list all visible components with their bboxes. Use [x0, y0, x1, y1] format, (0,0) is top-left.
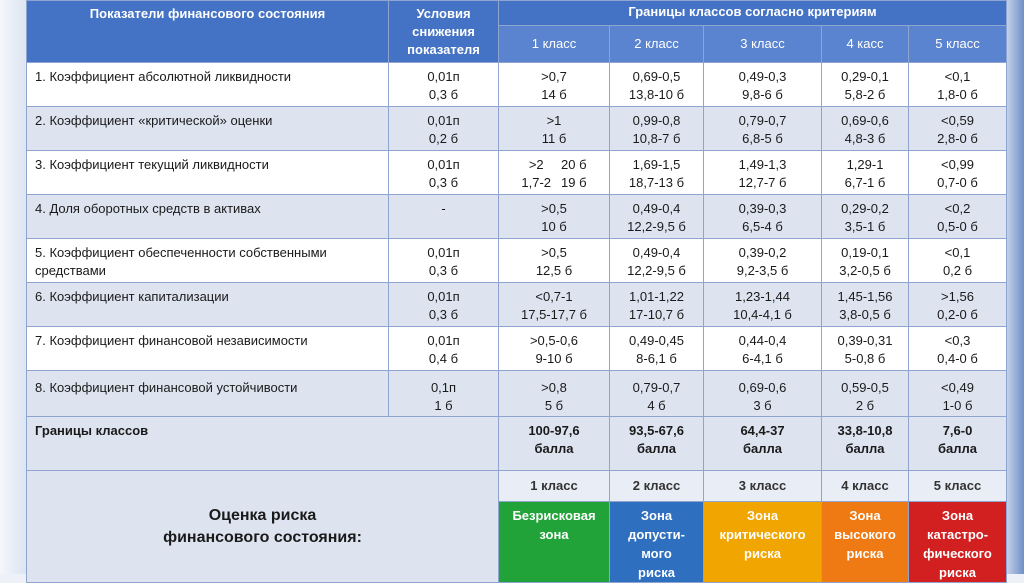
- indicator-name: 4. Доля оборотных средств в активах: [27, 195, 389, 239]
- bound-class-2: 93,5-67,6 балла: [610, 417, 704, 471]
- condition-cell: 0,01п 0,3 б: [389, 151, 499, 195]
- class-bounds-label: Границы классов: [27, 417, 499, 471]
- header-class-2: 2 класс: [610, 26, 704, 63]
- class-5-cell: >1,56 0,2-0 б: [909, 283, 1007, 327]
- risk-class-3: 3 класс: [704, 471, 822, 502]
- class-3-cell: 0,39-0,3 6,5-4 б: [704, 195, 822, 239]
- class-2-cell: 0,49-0,4 12,2-9,5 б: [610, 239, 704, 283]
- class-2-cell: 0,99-0,8 10,8-7 б: [610, 107, 704, 151]
- zone-critical-risk: Зона критического риска: [704, 502, 822, 583]
- class-1-points: 20 б 19 б: [561, 157, 587, 190]
- header-class-bounds: Границы классов согласно критериям: [499, 1, 1007, 26]
- zone-catastrophic-risk: Зона катастро- фического риска: [909, 502, 1007, 583]
- left-background-strip: [0, 0, 26, 574]
- bound-class-4: 33,8-10,8 балла: [822, 417, 909, 471]
- class-1-cell: >0,5 12,5 б: [499, 239, 610, 283]
- risk-class-4: 4 класс: [822, 471, 909, 502]
- condition-cell: 0,01п 0,3 б: [389, 283, 499, 327]
- class-3-cell: 0,49-0,3 9,8-6 б: [704, 63, 822, 107]
- risk-class-1: 1 класс: [499, 471, 610, 502]
- class-4-cell: 1,29-1 6,7-1 б: [822, 151, 909, 195]
- class-3-cell: 1,49-1,3 12,7-7 б: [704, 151, 822, 195]
- zone-riskless: Безрисковая зона: [499, 502, 610, 583]
- condition-cell: 0,01п 0,3 б: [389, 239, 499, 283]
- class-4-cell: 0,29-0,2 3,5-1 б: [822, 195, 909, 239]
- risk-class-2: 2 класс: [610, 471, 704, 502]
- class-2-cell: 1,01-1,22 17-10,7 б: [610, 283, 704, 327]
- class-3-cell: 0,69-0,6 3 б: [704, 371, 822, 417]
- class-bounds-row: [27, 417, 1007, 471]
- class-4-cell: 0,39-0,31 5-0,8 б: [822, 327, 909, 371]
- indicator-name: 2. Коэффициент «критической» оценки: [27, 107, 389, 151]
- header-class-1: 1 класс: [499, 26, 610, 63]
- class-2-cell: 0,69-0,5 13,8-10 б: [610, 63, 704, 107]
- indicator-name: 3. Коэффициент текущий ликвидности: [27, 151, 389, 195]
- header-indicator: Показатели финансового состояния: [27, 1, 389, 63]
- class-5-cell: <0,59 2,8-0 б: [909, 107, 1007, 151]
- condition-cell: 0,01п 0,3 б: [389, 63, 499, 107]
- risk-class-5: 5 класс: [909, 471, 1007, 502]
- class-3-cell: 0,79-0,7 6,8-5 б: [704, 107, 822, 151]
- condition-cell: -: [389, 195, 499, 239]
- risk-class-row: [27, 471, 1007, 502]
- indicator-name: 7. Коэффициент финансовой независимости: [27, 327, 389, 371]
- indicator-name: 1. Коэффициент абсолютной ликвидности: [27, 63, 389, 107]
- class-1-cell: [499, 151, 610, 195]
- class-5-cell: <0,2 0,5-0 б: [909, 195, 1007, 239]
- zone-high-risk: Зона высокого риска: [822, 502, 909, 583]
- class-2-cell: 0,49-0,4 12,2-9,5 б: [610, 195, 704, 239]
- table-row: [27, 327, 1007, 371]
- class-3-cell: 0,44-0,4 6-4,1 б: [704, 327, 822, 371]
- condition-cell: 0,01п 0,4 б: [389, 327, 499, 371]
- header-class-3: 3 класс: [704, 26, 822, 63]
- class-5-cell: <0,1 0,2 б: [909, 239, 1007, 283]
- class-5-cell: <0,1 1,8-0 б: [909, 63, 1007, 107]
- table-row: [27, 195, 1007, 239]
- class-1-range: >2 1,7-2: [521, 157, 552, 190]
- class-2-cell: 0,49-0,45 8-6,1 б: [610, 327, 704, 371]
- indicator-name: 6. Коэффициент капитализации: [27, 283, 389, 327]
- class-3-cell: 1,23-1,44 10,4-4,1 б: [704, 283, 822, 327]
- condition-cell: 0,1п 1 б: [389, 371, 499, 417]
- class-4-cell: 0,69-0,6 4,8-3 б: [822, 107, 909, 151]
- table-row: [27, 107, 1007, 151]
- class-1-cell: >1 11 б: [499, 107, 610, 151]
- zone-acceptable-risk: Зона допусти- мого риска: [610, 502, 704, 583]
- header-class-5: 5 класс: [909, 26, 1007, 63]
- class-1-cell: >0,8 5 б: [499, 371, 610, 417]
- table-row: [27, 151, 1007, 195]
- header-conditions: Условия снижения показателя: [389, 1, 499, 63]
- class-4-cell: 0,19-0,1 3,2-0,5 б: [822, 239, 909, 283]
- bound-class-1: 100-97,6 балла: [499, 417, 610, 471]
- right-background-strip: [1006, 0, 1024, 574]
- class-2-cell: 0,79-0,7 4 б: [610, 371, 704, 417]
- class-4-cell: 1,45-1,56 3,8-0,5 б: [822, 283, 909, 327]
- risk-assessment-label: Оценка риска финансового состояния:: [27, 471, 499, 583]
- class-5-cell: <0,99 0,7-0 б: [909, 151, 1007, 195]
- class-4-cell: 0,29-0,1 5,8-2 б: [822, 63, 909, 107]
- class-1-cell: >0,7 14 б: [499, 63, 610, 107]
- financial-risk-table: [26, 0, 1007, 583]
- table-row: [27, 63, 1007, 107]
- class-1-cell: >0,5-0,6 9-10 б: [499, 327, 610, 371]
- class-1-cell: <0,7-1 17,5-17,7 б: [499, 283, 610, 327]
- table-row: [27, 239, 1007, 283]
- table-row: [27, 371, 1007, 417]
- class-4-cell: 0,59-0,5 2 б: [822, 371, 909, 417]
- condition-cell: 0,01п 0,2 б: [389, 107, 499, 151]
- class-5-cell: <0,49 1-0 б: [909, 371, 1007, 417]
- class-5-cell: <0,3 0,4-0 б: [909, 327, 1007, 371]
- bound-class-3: 64,4-37 балла: [704, 417, 822, 471]
- header-class-4: 4 касс: [822, 26, 909, 63]
- indicator-name: 5. Коэффициент обеспеченности собственными средствами: [27, 239, 389, 283]
- indicator-name: 8. Коэффициент финансовой устойчивости: [27, 371, 389, 417]
- bound-class-5: 7,6-0 балла: [909, 417, 1007, 471]
- class-2-cell: 1,69-1,5 18,7-13 б: [610, 151, 704, 195]
- table-row: [27, 283, 1007, 327]
- class-3-cell: 0,39-0,2 9,2-3,5 б: [704, 239, 822, 283]
- class-1-cell: >0,5 10 б: [499, 195, 610, 239]
